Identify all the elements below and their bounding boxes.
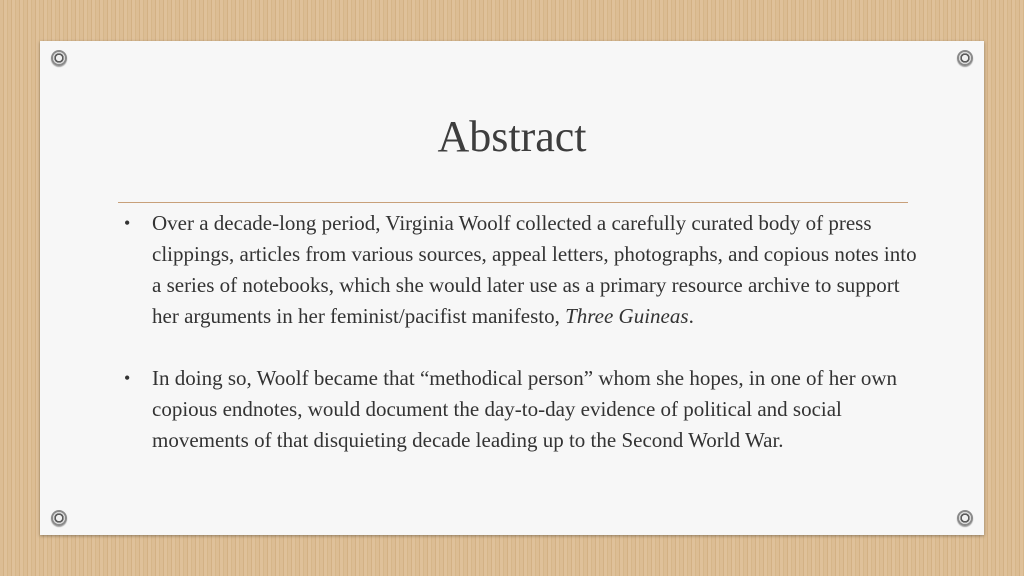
bullet-text: Over a decade-long period, Virginia Woolf collected a carefully curated body of press clippings, articles from various sources, appeal letters, photographs, and copious notes into a series of notebooks, which she would later use as a primary resource archive to support her arguments in her feminist/pacifist manifesto,: [152, 211, 917, 328]
bullet-text: In doing so, Woolf became that “methodical person” whom she hopes, in one of her own copious endnotes, would document the day-to-day evidence of political and social movements of that disquieting decade leading up to the Second World War.: [152, 366, 897, 452]
screw-icon: [957, 50, 973, 66]
bullet-item: [124, 208, 924, 332]
screw-icon: [51, 50, 67, 66]
bullet-list: [124, 208, 924, 487]
slide-title: Abstract: [437, 112, 587, 161]
screw-icon: [957, 510, 973, 526]
bullet-icon: •: [124, 213, 131, 233]
screw-icon: [51, 510, 67, 526]
book-title: Three Guineas: [565, 304, 689, 328]
bullet-icon: •: [124, 368, 131, 388]
bullet-item: [124, 363, 924, 456]
bullet-tail: .: [688, 304, 694, 328]
title-divider: [118, 202, 908, 203]
slide: [40, 41, 984, 535]
